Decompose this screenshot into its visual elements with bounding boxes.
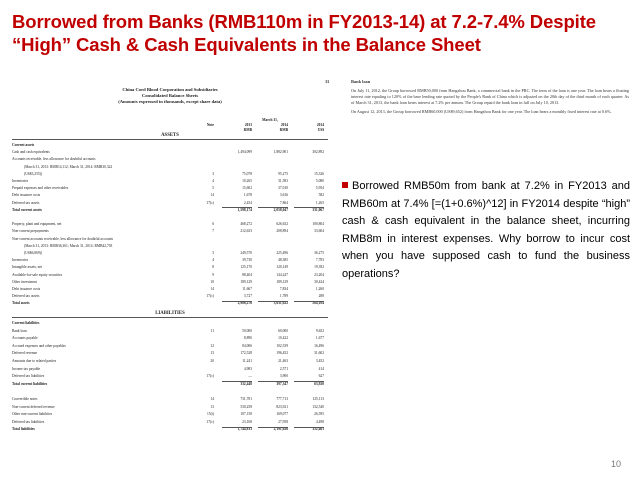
liability-row-value: 823,921 xyxy=(276,404,288,409)
liability-row-label: Total current liabilities xyxy=(12,381,48,386)
asset-row xyxy=(10,237,330,241)
column-year-1: 2013 xyxy=(244,123,252,127)
statement-page-number: 11 xyxy=(325,79,330,84)
asset-row-value: 189,129 xyxy=(240,279,252,284)
liability-row xyxy=(10,427,330,431)
asset-row-value: 1,882,901 xyxy=(273,150,288,155)
liability-row xyxy=(10,397,330,401)
liability-total-rule xyxy=(258,381,288,382)
liability-row xyxy=(10,374,330,378)
asset-row-value: 88,404 xyxy=(242,272,252,277)
liability-row-note: 13 xyxy=(210,404,214,409)
bank-loan-heading: Bank loan xyxy=(351,79,371,84)
asset-row-note: 8 xyxy=(212,265,214,270)
column-currency-2: RMB xyxy=(279,128,288,132)
liability-row-value: 26,595 xyxy=(314,412,324,417)
liability-row xyxy=(10,389,330,393)
asset-row xyxy=(10,193,330,197)
liability-row-note: 12 xyxy=(210,343,214,348)
liability-row xyxy=(10,336,330,340)
asset-row xyxy=(10,222,330,226)
asset-row-value: 302,892 xyxy=(312,150,324,155)
liability-row-note: 17(c) xyxy=(206,419,214,424)
asset-row-value: 3,616 xyxy=(279,193,288,198)
asset-row-value: 95,275 xyxy=(278,171,288,176)
asset-row-value: 7,783 xyxy=(315,258,324,263)
asset-row-value: 23,204 xyxy=(314,272,324,277)
liability-row-value: 3,900 xyxy=(279,374,288,379)
asset-row xyxy=(10,186,330,190)
asset-row-note: 14 xyxy=(210,193,214,198)
asset-row-value: 15,326 xyxy=(314,171,324,176)
asset-row-note: 5 xyxy=(212,186,214,191)
asset-row-value: 626,632 xyxy=(276,222,288,227)
liability-row-label: Accrued expenses and other payables xyxy=(12,343,66,348)
asset-total-rule xyxy=(258,207,288,208)
column-currency-1: RMB xyxy=(243,128,252,132)
asset-row xyxy=(10,258,330,262)
liability-row-label: Amounts due to related parties xyxy=(12,359,57,363)
asset-row-label: (US$6,869)) xyxy=(24,251,43,255)
asset-row xyxy=(10,244,330,248)
asset-row-value: 1,678 xyxy=(243,193,252,198)
liability-row-value: 63,920 xyxy=(314,381,324,386)
asset-row-value: 120,149 xyxy=(276,265,288,270)
bullet-square-icon xyxy=(342,182,348,188)
asset-row xyxy=(10,265,330,269)
liability-row-value: 125,113 xyxy=(312,397,324,401)
asset-row-label: Prepaid expenses and other receivables xyxy=(12,186,69,191)
liability-row-label: Deferred tax liabilities xyxy=(12,374,45,379)
asset-row-value: 39,730 xyxy=(242,258,252,263)
liability-row-value: 9,652 xyxy=(315,328,324,333)
statement-title: Consolidated Balance Sheets xyxy=(141,93,199,98)
liability-row-value: 332,448 xyxy=(240,381,252,386)
asset-row-value: 7,834 xyxy=(279,287,288,291)
slide-page-number: 10 xyxy=(610,459,621,469)
liability-row-label: Current liabilities xyxy=(12,321,40,325)
liabilities-heading: LIABILITIES xyxy=(155,311,185,316)
asset-row-label: Deferred tax assets xyxy=(12,200,40,205)
liability-row-label: Total liabilities xyxy=(12,427,35,432)
asset-row-value: 100,804 xyxy=(312,222,324,227)
liability-row xyxy=(10,367,330,371)
asset-row-note: 3 xyxy=(212,251,214,255)
liability-row-value: 530,258 xyxy=(240,404,252,409)
asset-row-label: Available-for-sale equity securities xyxy=(12,272,63,277)
liability-row xyxy=(10,420,330,424)
asset-row-label: (March 31, 2013: RMB36,361; March 31, 2014: RMB42,703 xyxy=(24,243,113,248)
asset-row xyxy=(10,208,330,212)
liability-row-value: 397,347 xyxy=(276,381,288,386)
asset-row-label: Debt issuance costs xyxy=(12,287,41,291)
asset-row-value: 7,864 xyxy=(279,200,288,205)
asset-row xyxy=(10,143,330,147)
liability-row-value: 107,158 xyxy=(240,412,252,417)
asset-row-value: 2,986,276 xyxy=(237,301,252,306)
liability-row xyxy=(10,344,330,348)
asset-row xyxy=(10,251,330,255)
liability-row-value: 50,000 xyxy=(242,328,252,333)
asset-row xyxy=(10,215,330,219)
liability-row-value: 21,463 xyxy=(278,359,288,363)
asset-row-value: 331,067 xyxy=(312,207,324,212)
asset-row-value: 144,247 xyxy=(276,272,288,277)
liability-row-value: 31,602 xyxy=(314,351,324,356)
asset-row-label: Intangible assets, net xyxy=(12,265,43,270)
asset-total-rule xyxy=(258,301,288,302)
liability-row-label: Deferred tax liabilities xyxy=(12,419,45,424)
asset-row-value: 3,631,022 xyxy=(273,301,288,306)
asset-row-value: 30,424 xyxy=(314,279,324,284)
liability-row-label: Convertible notes xyxy=(12,397,38,401)
asset-row-value: 1,494,099 xyxy=(237,150,252,155)
statement-subtitle: (Amounts expressed in thousands, except share data) xyxy=(118,99,222,104)
asset-row-value: 36,275 xyxy=(314,251,324,255)
liability-row-value: 414 xyxy=(318,366,324,371)
asset-row-value: 37,010 xyxy=(278,186,288,191)
asset-row-note: 4 xyxy=(212,258,214,263)
asset-row-value: 19,392 xyxy=(314,265,324,270)
liability-total-rule xyxy=(258,427,288,428)
liability-row-value: 3,452 xyxy=(315,359,324,363)
liability-row-value: 2,191,026 xyxy=(273,427,288,432)
asset-row-note: 17(c) xyxy=(206,200,214,205)
asset-row xyxy=(10,287,330,291)
asset-row-value: 2,058,047 xyxy=(273,207,288,212)
liability-row-value: — xyxy=(248,374,252,379)
liability-row-label: Other non-current liabilities xyxy=(12,412,53,417)
liabilities-divider xyxy=(12,317,328,318)
asset-row-value: 468,272 xyxy=(240,222,252,227)
asset-row-label: Total assets xyxy=(12,301,30,306)
liability-row-value: 11,241 xyxy=(242,359,252,363)
liability-row-value: 23,168 xyxy=(242,419,252,424)
liability-row-note: 14 xyxy=(210,397,214,401)
liability-total-rule xyxy=(294,427,324,428)
asset-row-value: 1,598,174 xyxy=(237,207,252,212)
liability-row-value: 84,006 xyxy=(242,343,252,348)
liability-row-label: Accounts payable xyxy=(12,336,38,341)
asset-row-label: Other investment xyxy=(12,279,37,284)
column-headers xyxy=(10,118,330,132)
bank-loan-paragraph-1: On July 11, 2012, the Group borrowed RMB50,000 from Hangzhou Bank, a commercial bank in the PRC. The term of the loan is one year. The loan bears a floating interest rate equaling to 120% of the base lending rate quoted by the People's Bank of China which is adjusted on the 20th day of the third month of each quarter. As of March 31, 2013, the bank loan bears interest at 7.2% per annum. The Group repaid the bank loan in full on July 10, 2013. xyxy=(351,88,629,105)
liability-row-value: 196,452 xyxy=(276,351,288,356)
asset-row xyxy=(10,179,330,183)
column-year-2: 2014 xyxy=(280,123,288,127)
asset-row-value: 582 xyxy=(318,193,324,198)
asset-row-label: Deferred tax assets xyxy=(12,294,40,299)
asset-row-note: 7 xyxy=(212,229,214,234)
asset-row-label: Total current assets xyxy=(12,207,42,212)
statement-company: China Cord Blood Corporation and Subsidiaries xyxy=(122,87,218,92)
asset-row-label: Debt issuance costs xyxy=(12,193,41,198)
column-year-3: 2014 xyxy=(316,123,324,127)
liability-row xyxy=(10,382,330,386)
liability-row-note: 11 xyxy=(210,328,214,333)
liability-row-note: 15(i) xyxy=(207,412,214,417)
bank-loan-note xyxy=(351,79,629,119)
asset-row-value: 125,170 xyxy=(240,265,252,270)
asset-row-value: 3,727 xyxy=(243,294,252,299)
asset-row-label: Inventories xyxy=(12,179,29,183)
commentary-bullet xyxy=(342,178,630,283)
asset-row-label: Cash and cash equivalents xyxy=(12,150,50,155)
asset-row-value: 288 xyxy=(318,294,324,299)
asset-row-note: 4 xyxy=(212,179,214,183)
asset-row xyxy=(10,172,330,176)
slide-title: Borrowed from Banks (RMB110m in FY2013-14) at 7.2-7.4% Despite “High” Cash & Cash Equivalents in the Balance Sheet xyxy=(12,11,596,55)
asset-row-note: 17(c) xyxy=(206,294,214,299)
asset-row-label: Property, plant and equipment, net xyxy=(12,222,62,227)
asset-row-value: 11,667 xyxy=(242,287,252,291)
liability-row-label: Deferred revenue xyxy=(12,351,38,356)
asset-row-value: 5,954 xyxy=(315,186,324,191)
liability-row-value: 172,528 xyxy=(240,351,252,356)
asset-row-value: 584,104 xyxy=(312,301,324,306)
asset-row-value: 10,265 xyxy=(242,179,252,183)
asset-total-rule xyxy=(294,207,324,208)
asset-row xyxy=(10,165,330,169)
liability-row-value: 169,077 xyxy=(276,412,288,417)
asset-total-rule xyxy=(294,301,324,302)
asset-row-label: Non-current accounts receivable, less allowance for doubtful accounts xyxy=(12,236,113,241)
asset-row xyxy=(10,301,330,305)
column-currency-3: US$ xyxy=(317,128,324,132)
asset-row-value: 208,894 xyxy=(276,229,288,234)
asset-total-rule xyxy=(222,301,252,302)
liability-row-label: Income tax payable xyxy=(12,366,41,371)
assets-divider xyxy=(12,139,328,140)
liability-row xyxy=(10,405,330,409)
assets-heading: ASSETS xyxy=(161,133,179,138)
liability-total-rule xyxy=(294,381,324,382)
liability-row-value: 132,540 xyxy=(312,404,324,409)
liability-row-note: 20 xyxy=(210,359,214,363)
liability-row-value: 27,958 xyxy=(278,419,288,424)
liability-row xyxy=(10,351,330,355)
asset-row-label: Inventories xyxy=(12,258,29,263)
bank-loan-paragraph-2: On August 12, 2013, the Group borrowed RMB60,000 (US$9,652) from Hangzhou Bank for one year. The loan bears a monthly fixed interest rate at 0.6%. xyxy=(351,109,612,115)
liability-total-rule xyxy=(222,427,252,428)
asset-row-value: 5,080 xyxy=(315,179,324,183)
asset-row-value: 1,260 xyxy=(315,287,324,291)
liability-row-value: 4,983 xyxy=(243,366,252,371)
asset-total-rule xyxy=(222,207,252,208)
asset-row-value: 2,454 xyxy=(243,200,252,205)
asset-row-value: 1,265 xyxy=(315,200,324,205)
liability-row xyxy=(10,412,330,416)
liability-row-value: 8,890 xyxy=(243,336,252,341)
asset-row xyxy=(10,229,330,233)
liability-row-note: 17(c) xyxy=(206,374,214,379)
asset-row-note: 14 xyxy=(210,287,214,291)
asset-row-value: 1,789 xyxy=(279,294,288,299)
asset-row-label: Non-current prepayments xyxy=(12,229,49,234)
asset-row-note: 9 xyxy=(212,272,214,277)
asset-row-note: 10 xyxy=(210,279,214,284)
asset-row-value: 212,633 xyxy=(240,229,252,234)
liability-row-value: 4,498 xyxy=(315,419,324,424)
liability-row-value: 1,744,813 xyxy=(237,427,252,432)
column-note: Note xyxy=(206,123,214,127)
asset-row xyxy=(10,280,330,284)
asset-row xyxy=(10,150,330,154)
asset-row xyxy=(10,273,330,277)
commentary-text: Borrowed RMB50m from bank at 7.2% in FY2013 and RMB60m at 7.4% [=(1+0.6%)^12] in FY2014 despite “high” cash & cash equivalent in the balance sheet, incurring RMB8m in interest expenses. Why borrow to incur cost when you have supposed cash to fund the business operations? xyxy=(342,180,630,280)
asset-row-value: 33,604 xyxy=(314,229,324,234)
asset-row-value: 189,129 xyxy=(276,279,288,284)
liability-row-value: 352,461 xyxy=(312,427,324,432)
asset-row-note: 6 xyxy=(212,222,214,227)
asset-row xyxy=(10,294,330,298)
liability-row-value: 16,496 xyxy=(314,343,324,348)
asset-row-value: 75,078 xyxy=(242,171,252,176)
asset-row-label: Current assets xyxy=(12,143,35,147)
asset-row xyxy=(10,201,330,205)
asset-row-value: 15,602 xyxy=(242,186,252,191)
asset-row-label: (US$3,255)) xyxy=(24,171,43,176)
asset-row-label: (March 31, 2013: RMB14,112; March 31, 2014: RMB30,322 xyxy=(24,164,113,169)
liability-row xyxy=(10,329,330,333)
asset-row-value: 225,496 xyxy=(276,251,288,255)
asset-row-label: Accounts receivable, less allowance for doubtful accounts xyxy=(12,157,96,162)
liability-total-rule xyxy=(222,381,252,382)
liability-row xyxy=(10,321,330,325)
liability-row-value: 627 xyxy=(318,374,324,379)
liability-row-value: 10,422 xyxy=(278,336,288,341)
liability-row-value: 731,781 xyxy=(240,397,252,401)
asset-row-value: 31,583 xyxy=(278,179,288,183)
liability-row-value: 60,000 xyxy=(278,328,288,333)
asset-row-note: 3 xyxy=(212,171,214,176)
liability-row-value: 777,713 xyxy=(276,397,288,401)
asset-row-value: 48,385 xyxy=(278,258,288,263)
liability-row-label: Non-current deferred revenue xyxy=(12,404,55,409)
column-group: March 31, xyxy=(262,118,278,122)
liability-row-value: 2,571 xyxy=(279,366,288,371)
balance-sheet-image xyxy=(10,75,330,447)
liability-row xyxy=(10,359,330,363)
liability-row-value: 1,677 xyxy=(315,336,324,341)
liability-row-value: 102,539 xyxy=(276,343,288,348)
asset-row xyxy=(10,157,330,161)
asset-row-value: 249,570 xyxy=(240,251,252,255)
liability-row-note: 13 xyxy=(210,351,214,356)
liability-row-label: Bank loan xyxy=(12,328,27,333)
